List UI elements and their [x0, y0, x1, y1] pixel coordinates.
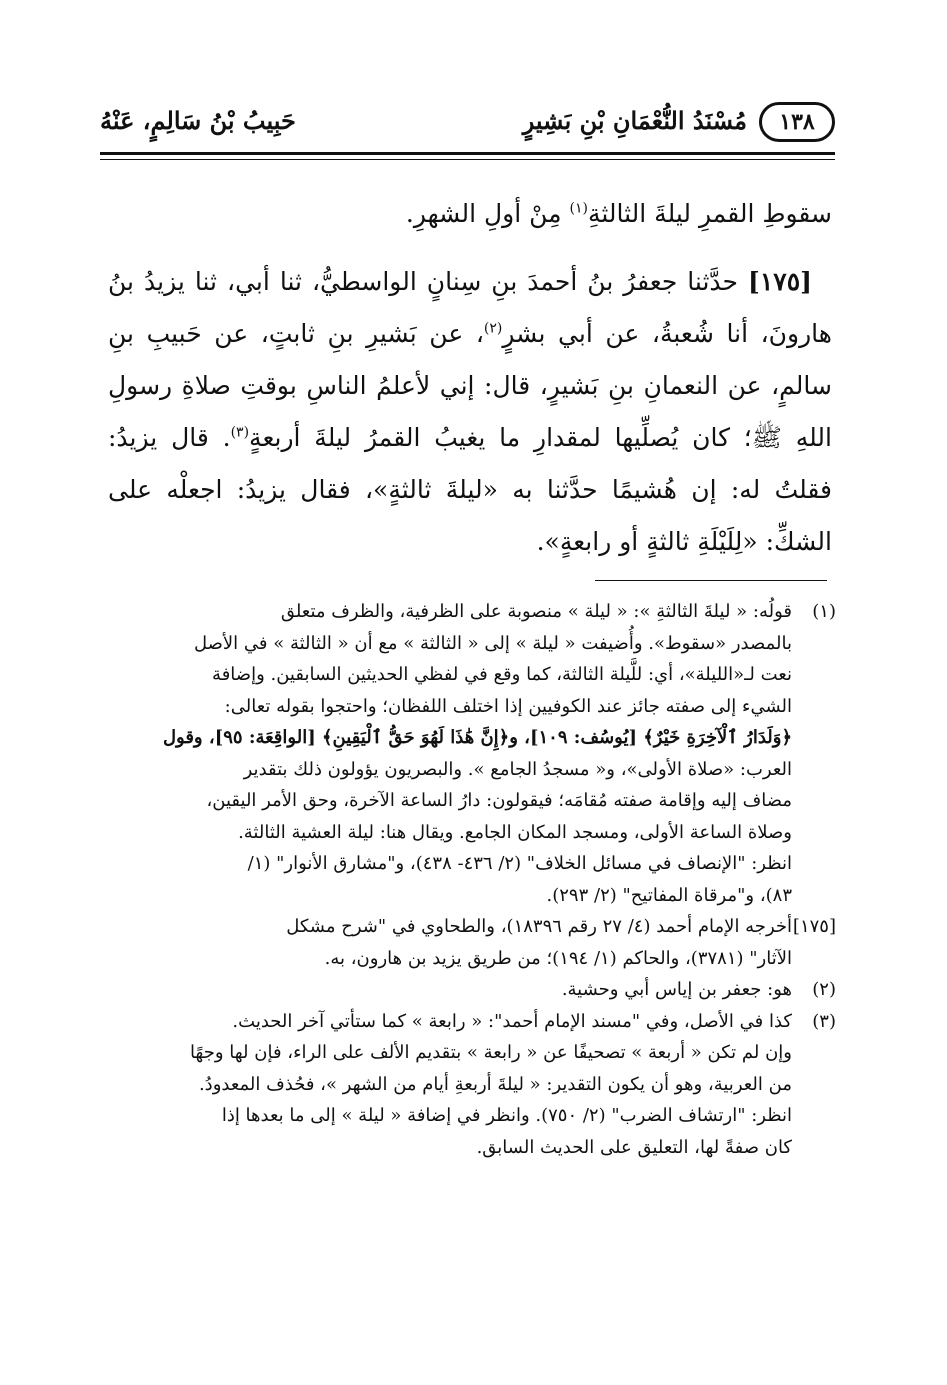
footnote-line-quran: ﴿وَلَدَارُ ٱلْآخِرَةِ خَيْرٌ﴾ [يُوسُف: ١٠٩]، و﴿إِنَّ هَٰذَا لَهُوَ حَقُّ ٱلْيَقِينِ﴾ [الواقِعَة: ٩٥]، وقول [162, 727, 792, 748]
footnote-line: كان صفةً لها، التعليق على الحديث السابق. [476, 1136, 792, 1158]
running-header [100, 102, 835, 146]
footnote-separator [595, 580, 827, 581]
footnotes-section [108, 596, 836, 1163]
footnote-line: نعت لـ«الليلة»، أي: للَّيلة الثالثة، كما وقع في لفظي الحديثين السابقين. وإضافة [212, 664, 792, 685]
page-number-badge: ١٣٨ [759, 102, 835, 142]
footnote-line: بالمصدر «سقوط». وأُضيفت « ليلة » إلى « الثالثة » مع أن « الثالثة » في الأصل [193, 632, 792, 654]
footnote-3 [108, 1006, 836, 1164]
footnote-line: مضاف إليه وإقامة صفته مُقامَه؛ فيقولون: دارُ الساعة الآخرة، وحق الأمر اليقين، [206, 790, 792, 811]
footnote-ref-1[interactable]: (١) [569, 200, 588, 217]
footnote-line: العرب: «صلاة الأولى»، و« مسجدُ الجامع ». والبصريون يؤولون ذلك بتقدير [243, 758, 792, 780]
hadith-text-part-3: . قال يزيدُ: فقلتُ له: إن هُشيمًا حدَّثنا به «ليلةَ ثالثةٍ»، فقال يزيدُ: اجعلْه على الشكِّ: «لِلَيْلَةِ ثالثةٍ أو رابعةٍ». [108, 423, 832, 556]
hadith-number: [١٧٥] [748, 267, 812, 296]
footnote-marker: [١٧٥] [792, 916, 836, 937]
footnote-line: من العربية، وهو أن يكون التقدير: « ليلةَ أربعةِ أيام من الشهر »، فحُذف المعدودُ. [198, 1073, 792, 1095]
book-title: مُسْنَدُ النُّعْمَانِ بْنِ بَشِيرٍ [522, 106, 747, 135]
footnote-line: قولُه: « ليلةَ الثالثةِ »: « ليلة » منصوبة على الظرفية، والظرف متعلق [280, 601, 792, 622]
footnote-line: انظر: "الإنصاف في مسائل الخلاف" (٢/ ٤٣٦- ٤٣٨)، و"مشارق الأنوار" (١/ [247, 853, 792, 874]
footnote-marker: (٣) [812, 1010, 836, 1032]
footnote-body [108, 1006, 792, 1164]
footnote-ref-3[interactable]: (٣) [230, 424, 250, 441]
footnote-line: الآثار" (٣٧٨١)، والحاكم (١/ ١٩٤)؛ من طريق يزيد بن هارون، به. [324, 947, 792, 969]
footnote-line: الشيء إلى صفته جائز عند الكوفيين إذا اختلف اللفظان؛ واحتجوا بقوله تعالى: [224, 695, 792, 717]
footnote-line: ٨٣)، و"مرقاة المفاتيح" (٢/ ٢٩٣). [546, 884, 792, 906]
footnote-line: وصلاة الساعة الأولى، ومسجد المكان الجامع. ويقال هنا: ليلة العشية الثالثة. [238, 821, 792, 843]
footnote-line: انظر: "ارتشاف الضرب" (٢/ ٧٥٠). وانظر في إضافة « ليلة » إلى ما بعدها إذا [221, 1105, 792, 1126]
hadith-paragraph [108, 256, 832, 568]
main-text [108, 188, 832, 568]
footnote-2 [108, 974, 836, 1006]
footnote-marker: (١) [812, 601, 836, 622]
footnote-line: هو: جعفر بن إياس أبي وحشية. [561, 979, 792, 1000]
opening-line-text: سقوطِ القمرِ ليلةَ الثالثةِ [587, 199, 832, 228]
footnote-1 [108, 596, 836, 911]
hadith-text-part-1: حدَّثنا جعفرُ بنُ أحمدَ بنِ سِنانٍ الواسطيُّ، ثنا أبي، ثنا يزيدُ بنُ هارونَ، أنا شُعبةُ، عن أبي بشرٍ [108, 267, 832, 348]
footnote-line: وإن لم تكن « أربعة » تصحيفًا عن « رابعة » بتقديم الألف على الراء، فإن لها وجهًا [189, 1042, 792, 1063]
header-rule-thick [100, 152, 835, 155]
footnote-body [108, 596, 792, 911]
footnote-body [108, 974, 792, 1006]
footnote-body [108, 911, 792, 974]
opening-line-end: مِنْ أولِ الشهرِ. [405, 199, 570, 228]
chapter-title: حَبِيبُ بْنُ سَالِمٍ، عَنْهُ [100, 106, 296, 135]
footnote-line: أخرجه الإمام أحمد (٤/ ٢٧ رقم ١٨٣٩٦)، والطحاوي في "شرح مشكل [286, 916, 792, 937]
opening-line [108, 188, 832, 240]
hadith-text-part-2: ، عن بَشيرِ بنِ ثابتٍ، عن حَبيبِ بنِ سالمٍ، عن النعمانِ بنِ بَشيرٍ، قال: إني لأعلمُ الناسِ بوقتِ صلاةِ رسولِ اللهِ ﷺ؛ كان يُصلِّيها لمقدارِ ما يغيبُ القمرُ ليلةَ أربعةٍ [108, 319, 832, 452]
header-rule-thin [100, 159, 835, 160]
footnote-marker: (٢) [812, 979, 836, 1000]
footnote-ref-2[interactable]: (٢) [483, 320, 503, 337]
footnote-175 [108, 911, 836, 974]
footnote-line: كذا في الأصل، وفي "مسند الإمام أحمد": « رابعة » كما ستأتي آخر الحديث. [232, 1010, 792, 1032]
